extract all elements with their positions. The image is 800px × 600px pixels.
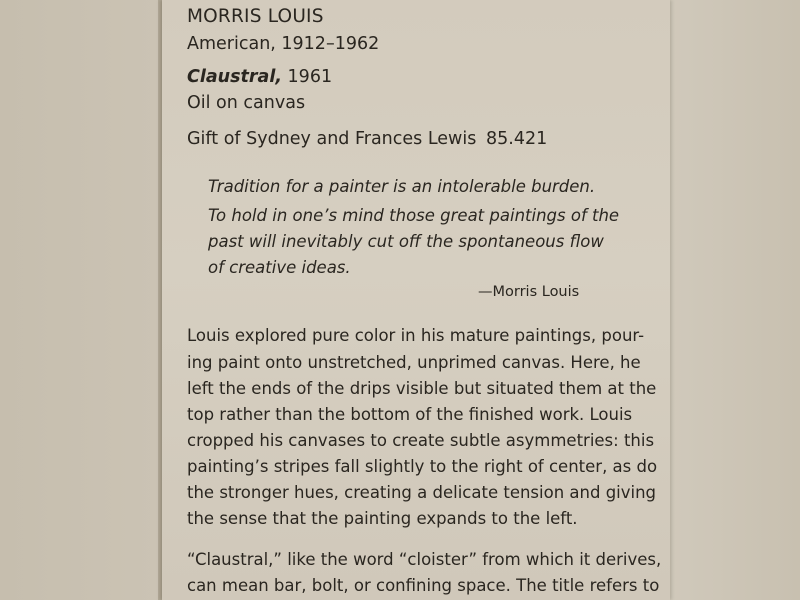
description-line: top rather than the bottom of the finished work. Louis [187, 405, 633, 424]
description-line: Louis explored pure color in his mature paintings, pour- [187, 326, 645, 345]
description-line: ing paint onto unstretched, unprimed canvas. Here, he [187, 353, 641, 372]
wall-right-section [670, 0, 800, 600]
artwork-year: 1961 [281, 67, 333, 87]
quote-line: To hold in one’s mind those great paintings of the [208, 206, 620, 225]
artwork-title: Claustral, [187, 67, 282, 87]
description-line: “Claustral,” like the word “cloister” from which it derives, [187, 550, 662, 569]
wall-left-section [0, 0, 160, 600]
credit-line: Gift of Sydney and Frances Lewis [187, 129, 477, 149]
description-line: left the ends of the drips visible but situated them at the [187, 379, 657, 398]
artist-name: MORRIS LOUIS [187, 6, 324, 27]
artwork-medium: Oil on canvas [187, 93, 306, 113]
quote-attribution: —Morris Louis [478, 284, 580, 300]
quote-line: Tradition for a painter is an intolerable burden. [208, 177, 596, 196]
artwork-title-line [187, 67, 332, 87]
quote-line: of creative ideas. [208, 258, 351, 277]
quote-line: past will inevitably cut off the spontaneous flow [208, 232, 604, 251]
description-line: painting’s stripes fall slightly to the right of center, as do [187, 457, 658, 476]
description-line: can mean bar, bolt, or confining space. The title refers to [187, 576, 660, 595]
description-line: the sense that the painting expands to the left. [187, 509, 578, 528]
description-line: the stronger hues, creating a delicate tension and giving [187, 483, 657, 502]
artist-nationality-dates: American, 1912–1962 [187, 34, 380, 54]
accession-number: 85.421 [486, 129, 548, 149]
description-line: cropped his canvases to create subtle asymmetries: this [187, 431, 655, 450]
